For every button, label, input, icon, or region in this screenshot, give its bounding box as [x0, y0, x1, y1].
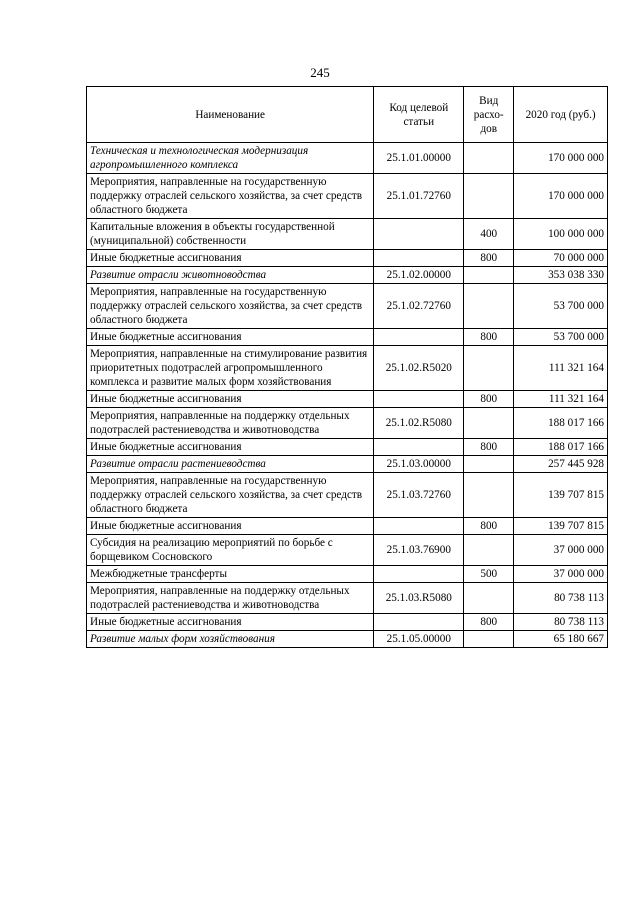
table-header-row — [87, 87, 608, 143]
row-code: 25.1.01.00000 — [374, 143, 464, 174]
row-amount: 188 017 166 — [514, 439, 608, 456]
row-name: Мероприятия, направленные на стимулирование развития приоритетных подотраслей агропромышленного комплекса и развитие малых форм хозяйствования — [87, 346, 374, 391]
row-code: 25.1.02.72760 — [374, 284, 464, 329]
row-type — [464, 284, 514, 329]
row-name: Развитие малых форм хозяйствования — [87, 631, 374, 648]
table-row — [87, 346, 608, 391]
row-name: Межбюджетные трансферты — [87, 566, 374, 583]
table-row — [87, 566, 608, 583]
row-amount: 53 700 000 — [514, 284, 608, 329]
table-row — [87, 408, 608, 439]
row-code: 25.1.02.R5020 — [374, 346, 464, 391]
table-row — [87, 614, 608, 631]
row-code: 25.1.03.00000 — [374, 456, 464, 473]
row-name: Иные бюджетные ассигнования — [87, 614, 374, 631]
table-row — [87, 456, 608, 473]
row-amount: 139 707 815 — [514, 473, 608, 518]
row-name: Мероприятия, направленные на поддержку отдельных подотраслей растениеводства и животноводства — [87, 408, 374, 439]
row-type — [464, 143, 514, 174]
row-code — [374, 250, 464, 267]
row-code: 25.1.05.00000 — [374, 631, 464, 648]
row-amount: 80 738 113 — [514, 614, 608, 631]
table-row — [87, 143, 608, 174]
row-type: 800 — [464, 518, 514, 535]
row-type — [464, 174, 514, 219]
row-amount: 37 000 000 — [514, 535, 608, 566]
header-code: Код целевой статьи — [374, 87, 464, 143]
row-amount: 170 000 000 — [514, 143, 608, 174]
row-type — [464, 267, 514, 284]
row-code — [374, 391, 464, 408]
table-row — [87, 267, 608, 284]
row-type: 800 — [464, 329, 514, 346]
row-name: Иные бюджетные ассигнования — [87, 439, 374, 456]
row-type — [464, 473, 514, 518]
table-row — [87, 174, 608, 219]
row-amount: 65 180 667 — [514, 631, 608, 648]
row-code: 25.1.02.00000 — [374, 267, 464, 284]
row-amount: 70 000 000 — [514, 250, 608, 267]
row-type — [464, 583, 514, 614]
header-type: Вид расхо-дов — [464, 87, 514, 143]
table-body — [87, 143, 608, 648]
row-type: 400 — [464, 219, 514, 250]
table-row — [87, 284, 608, 329]
row-code — [374, 566, 464, 583]
table-row — [87, 631, 608, 648]
table-row — [87, 439, 608, 456]
row-code: 25.1.03.76900 — [374, 535, 464, 566]
row-amount: 353 038 330 — [514, 267, 608, 284]
row-type — [464, 346, 514, 391]
row-name: Иные бюджетные ассигнования — [87, 329, 374, 346]
row-type — [464, 631, 514, 648]
row-amount: 170 000 000 — [514, 174, 608, 219]
budget-table — [86, 86, 608, 648]
row-type: 800 — [464, 614, 514, 631]
row-type — [464, 408, 514, 439]
row-name: Мероприятия, направленные на государственную поддержку отраслей сельского хозяйства, за счет средств областного бюджета — [87, 284, 374, 329]
row-code — [374, 614, 464, 631]
row-amount: 100 000 000 — [514, 219, 608, 250]
header-amount: 2020 год (руб.) — [514, 87, 608, 143]
row-amount: 53 700 000 — [514, 329, 608, 346]
row-type: 800 — [464, 391, 514, 408]
row-name: Мероприятия, направленные на государственную поддержку отраслей сельского хозяйства, за счет средств областного бюджета — [87, 174, 374, 219]
row-type — [464, 456, 514, 473]
row-code: 25.1.03.72760 — [374, 473, 464, 518]
row-code — [374, 219, 464, 250]
row-amount: 139 707 815 — [514, 518, 608, 535]
row-amount: 37 000 000 — [514, 566, 608, 583]
row-name: Мероприятия, направленные на государственную поддержку отраслей сельского хозяйства, за счет средств областного бюджета — [87, 473, 374, 518]
table-row — [87, 473, 608, 518]
row-name: Субсидия на реализацию мероприятий по борьбе с борщевиком Сосновского — [87, 535, 374, 566]
row-type: 500 — [464, 566, 514, 583]
table-row — [87, 518, 608, 535]
row-name: Развитие отрасли растениеводства — [87, 456, 374, 473]
row-amount: 111 321 164 — [514, 391, 608, 408]
row-code — [374, 518, 464, 535]
row-code — [374, 439, 464, 456]
row-code: 25.1.02.R5080 — [374, 408, 464, 439]
row-name: Иные бюджетные ассигнования — [87, 250, 374, 267]
row-code: 25.1.01.72760 — [374, 174, 464, 219]
row-name: Развитие отрасли животноводства — [87, 267, 374, 284]
table-row — [87, 219, 608, 250]
row-amount: 257 445 928 — [514, 456, 608, 473]
row-type: 800 — [464, 250, 514, 267]
page-number: 245 — [310, 65, 330, 80]
row-name: Иные бюджетные ассигнования — [87, 518, 374, 535]
table-row — [87, 583, 608, 614]
table-row — [87, 250, 608, 267]
row-name: Техническая и технологическая модернизация агропромышленного комплекса — [87, 143, 374, 174]
row-type: 800 — [464, 439, 514, 456]
row-amount: 111 321 164 — [514, 346, 608, 391]
table-row — [87, 391, 608, 408]
table-row — [87, 329, 608, 346]
row-name: Иные бюджетные ассигнования — [87, 391, 374, 408]
row-code — [374, 329, 464, 346]
row-type — [464, 535, 514, 566]
row-name: Капитальные вложения в объекты государственной (муниципальной) собственности — [87, 219, 374, 250]
row-code: 25.1.03.R5080 — [374, 583, 464, 614]
row-amount: 188 017 166 — [514, 408, 608, 439]
row-amount: 80 738 113 — [514, 583, 608, 614]
row-name: Мероприятия, направленные на поддержку отдельных подотраслей растениеводства и животноводства — [87, 583, 374, 614]
table-row — [87, 535, 608, 566]
header-name: Наименование — [87, 87, 374, 143]
